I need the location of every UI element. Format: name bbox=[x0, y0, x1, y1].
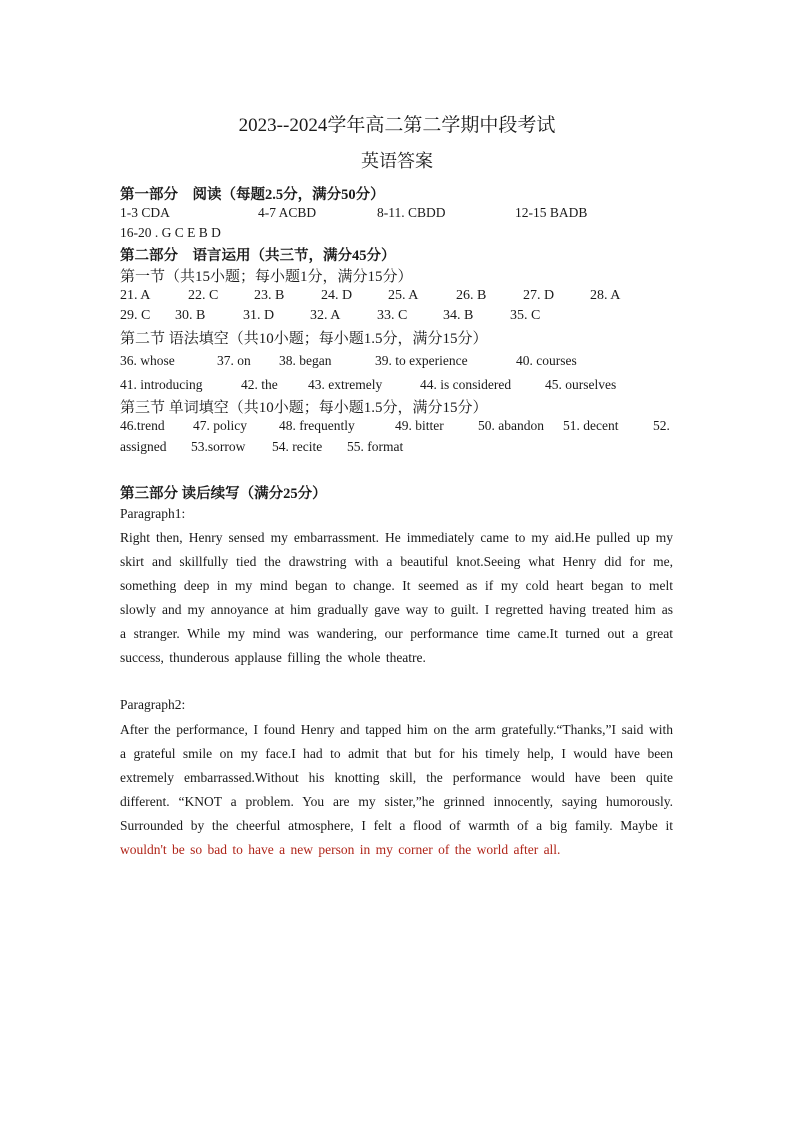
answer-item: 47. policy bbox=[193, 418, 247, 433]
answer-item: 38. began bbox=[279, 353, 332, 368]
answer-item: 45. ourselves bbox=[545, 377, 617, 392]
answer-item: 43. extremely bbox=[308, 377, 383, 392]
section3-heading: 第三节 单词填空（共10小题；每小题1.5分，满分15分） bbox=[120, 400, 488, 416]
answer-item: 52. bbox=[653, 418, 670, 433]
section2-heading: 第二节 语法填空（共10小题；每小题1.5分，满分15分） bbox=[120, 331, 488, 347]
answer-item: 29. C bbox=[120, 308, 151, 323]
answer-item: 30. B bbox=[175, 308, 206, 323]
answer-item: 33. C bbox=[377, 308, 408, 323]
answer-item: 48. frequently bbox=[279, 418, 355, 433]
answer-item: 31. D bbox=[243, 308, 275, 323]
answer-group: 4-7 ACBD bbox=[258, 205, 317, 220]
paragraph2-label: Paragraph2: bbox=[120, 697, 186, 712]
paragraph2-text: After the performance, I found Henry and tapped him on the arm gratefully.“Thanks,”I said with a grateful smile on my face.I had to admit that but for his timely help, I would have been extremely embarrassed.Without his knotting skill, the performance would have been quite different. “KNOT a problem. You are my sister,”he grinned innocently, saying humorously. Surrounded by the cheerful atmosphere, I felt a flood of warmth of a big family. Maybe it bbox=[120, 722, 673, 833]
answer-item: 54. recite bbox=[272, 439, 323, 454]
paragraph2 bbox=[120, 718, 673, 861]
answer-item: 41. introducing bbox=[120, 377, 203, 392]
answer-item: 32. A bbox=[310, 308, 341, 323]
answer-group: 12-15 BADB bbox=[515, 205, 588, 220]
answer-group: 8-11. CBDD bbox=[377, 205, 446, 220]
document-title: 2023--2024学年高二第二学期中段考试 bbox=[238, 115, 556, 136]
answer-item: 26. B bbox=[456, 288, 487, 303]
answer-item: 50. abandon bbox=[478, 418, 544, 433]
part2-heading: 第二部分 语言运用（共三节，满分45分） bbox=[120, 248, 396, 264]
answer-item: 46.trend bbox=[120, 418, 165, 433]
paragraph1-text: Right then, Henry sensed my embarrassment. He immediately came to my aid.He pulled up my skirt and skillfully tied the drawstring with a beautiful knot.Seeing what Henry did for me, something deep in my mind began to change. It seemed as if my cold heart began to melt slowly and my annoyance at him gradually gave way to guilt. I regretted having treated him as a stranger. While my mind was wandering, our performance time came.It turned out a great success, thunderous applause filling the whole theatre. bbox=[120, 530, 673, 665]
answer-item: 49. bitter bbox=[395, 418, 444, 433]
answer-item: assigned bbox=[120, 439, 167, 454]
answer-group: 16-20 . G C E B D bbox=[120, 225, 221, 240]
answer-item: 25. A bbox=[388, 288, 419, 303]
answer-item: 34. B bbox=[443, 308, 474, 323]
answer-item: 35. C bbox=[510, 308, 541, 323]
part1-heading: 第一部分 阅读（每题2.5分，满分50分） bbox=[120, 187, 385, 203]
section1-heading: 第一节（共15小题；每小题1分，满分15分） bbox=[120, 269, 413, 285]
answer-item: 40. courses bbox=[516, 353, 577, 368]
answer-item: 53.sorrow bbox=[191, 439, 246, 454]
answer-item: 21. A bbox=[120, 288, 151, 303]
answer-item: 22. C bbox=[188, 288, 219, 303]
answer-item: 37. on bbox=[217, 353, 251, 368]
answer-item: 24. D bbox=[321, 288, 353, 303]
answer-group: 1-3 CDA bbox=[120, 205, 170, 220]
answer-item: 36. whose bbox=[120, 353, 175, 368]
answer-item: 28. A bbox=[590, 288, 621, 303]
document-subtitle: 英语答案 bbox=[361, 151, 433, 171]
answer-item: 55. format bbox=[347, 439, 404, 454]
part3-heading: 第三部分 读后续写（满分25分） bbox=[120, 486, 327, 502]
answer-item: 39. to experience bbox=[375, 353, 468, 368]
paragraph1-label: Paragraph1: bbox=[120, 506, 186, 521]
answer-item: 23. B bbox=[254, 288, 285, 303]
answer-item: 51. decent bbox=[563, 418, 619, 433]
answer-item: 44. is considered bbox=[420, 377, 512, 392]
answer-item: 42. the bbox=[241, 377, 278, 392]
paragraph2-highlight: wouldn't be so bad to have a new person in my corner of the world after all. bbox=[120, 841, 561, 857]
answer-item: 27. D bbox=[523, 288, 555, 303]
